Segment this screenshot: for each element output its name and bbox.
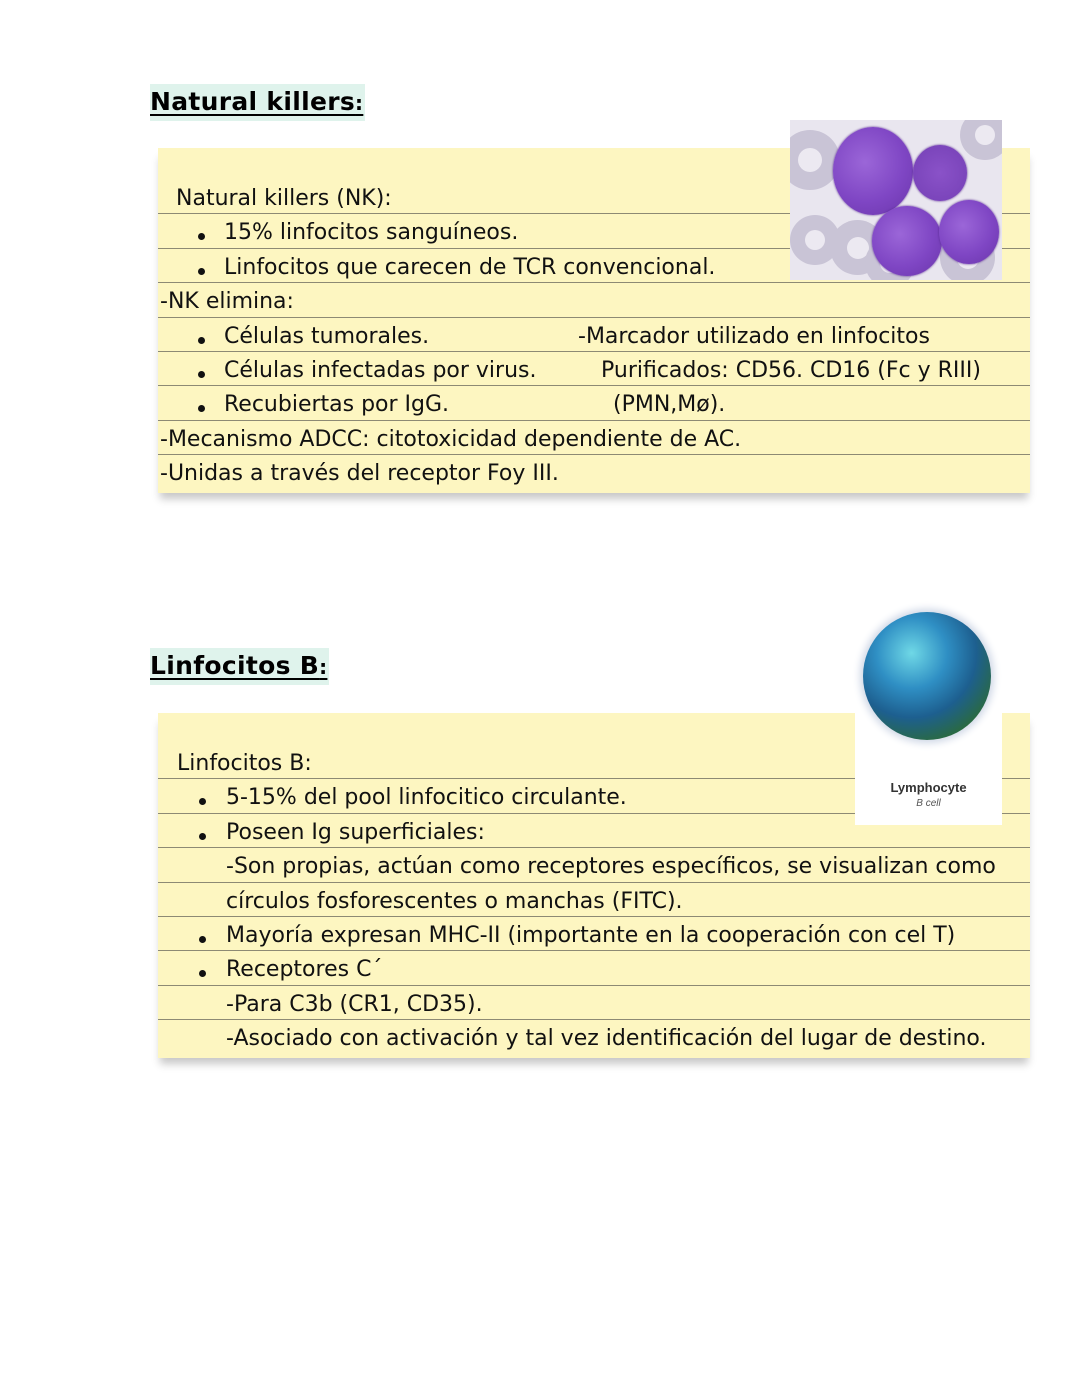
sub-item-text: -Son propias, actúan como receptores específicos, se visualizan como bbox=[226, 854, 996, 880]
card-row bbox=[158, 986, 1030, 1020]
list-item-text: Poseen Ig superficiales: bbox=[226, 819, 485, 845]
heading-colon: : bbox=[355, 91, 364, 115]
list-item bbox=[158, 318, 1030, 352]
card-row bbox=[158, 455, 1030, 489]
bullet-icon bbox=[199, 970, 206, 977]
list-item-text: Células tumorales. bbox=[224, 323, 430, 349]
section-heading-natural-killers bbox=[150, 84, 365, 121]
section-heading-linfocitos-b bbox=[150, 648, 329, 685]
list-item-text: Receptores C´ bbox=[226, 957, 383, 983]
heading-text: Natural killers bbox=[150, 87, 356, 116]
list-item-text: Recubiertas por IgG. bbox=[224, 392, 450, 418]
list-item-text: Mayoría expresan MHC-II (importante en la cooperación con cel T) bbox=[226, 923, 956, 948]
card-row bbox=[158, 283, 1030, 317]
sub-item-text: círculos fosforescentes o manchas (FITC). bbox=[226, 888, 683, 914]
footer-line: -Unidas a través del receptor Foy III. bbox=[160, 461, 559, 487]
list-item-text: 5-15% del pool linfocitico circulante. bbox=[226, 785, 627, 811]
heading-colon: : bbox=[319, 655, 328, 679]
list-item bbox=[158, 352, 1030, 386]
bullet-icon bbox=[198, 233, 205, 240]
side-note-line: -Marcador utilizado en linfocitos bbox=[578, 323, 930, 349]
sub-item-text: -Asociado con activación y tal vez identificación del lugar de destino. bbox=[226, 1026, 987, 1052]
bullet-icon bbox=[199, 833, 206, 840]
footer-line: -Mecanismo ADCC: citotoxicidad dependiente de AC. bbox=[160, 426, 742, 452]
side-note-line: Purificados: CD56. CD16 (Fc y RIII) bbox=[601, 358, 981, 383]
bullet-icon bbox=[198, 268, 205, 275]
bullet-icon bbox=[199, 798, 206, 805]
list-item bbox=[158, 917, 1030, 951]
bullet-icon bbox=[199, 936, 206, 943]
list-item bbox=[158, 951, 1030, 985]
card-row bbox=[158, 421, 1030, 455]
card-row bbox=[158, 883, 1030, 917]
list-item-text: 15% linfocitos sanguíneos. bbox=[224, 220, 519, 246]
subheading: -NK elimina: bbox=[160, 289, 294, 315]
side-note-line: (PMN,Mø). bbox=[613, 392, 726, 418]
bullet-icon bbox=[198, 405, 205, 412]
image-caption: Lymphocyte bbox=[890, 780, 967, 795]
b-cell-lymphocyte-image bbox=[855, 600, 1002, 825]
card-title: Linfocitos B: bbox=[177, 751, 312, 776]
list-item-text: Linfocitos que carecen de TCR convencional. bbox=[224, 254, 716, 280]
b-cell-illustration bbox=[863, 612, 991, 740]
card-row bbox=[158, 848, 1030, 882]
sub-item-text: -Para C3b (CR1, CD35). bbox=[226, 991, 483, 1017]
card-title: Natural killers (NK): bbox=[176, 186, 392, 211]
bullet-icon bbox=[198, 371, 205, 378]
nk-cells-micrograph-image bbox=[790, 120, 1002, 280]
list-item bbox=[158, 386, 1030, 420]
bullet-icon bbox=[198, 337, 205, 344]
list-item-text: Células infectadas por virus. bbox=[224, 358, 537, 383]
heading-text: Linfocitos B bbox=[150, 651, 320, 680]
card-row bbox=[158, 1020, 1030, 1054]
image-subcaption: B cell bbox=[916, 798, 941, 809]
